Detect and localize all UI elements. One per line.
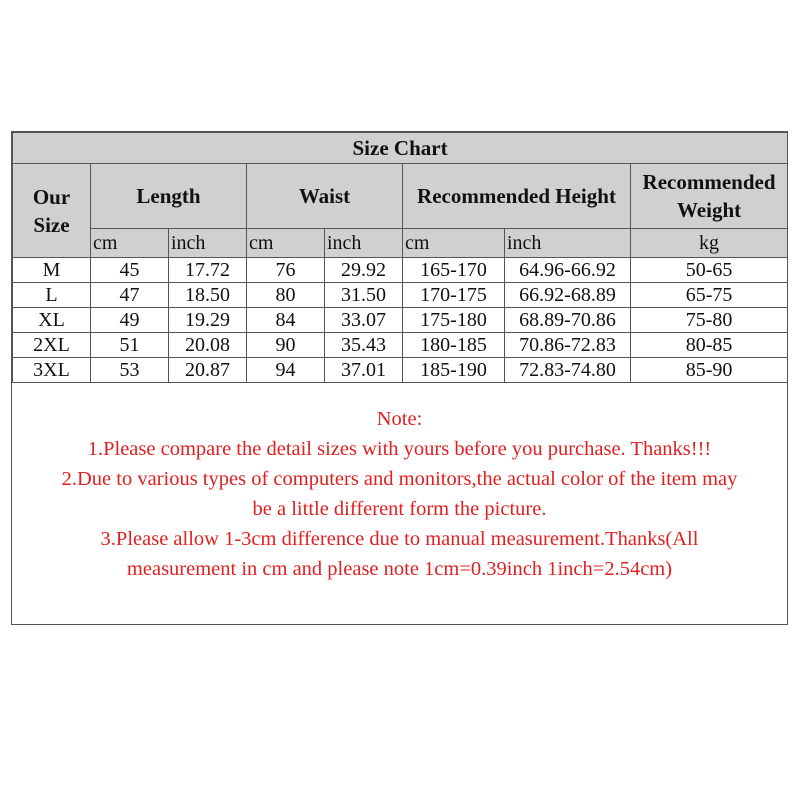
note-line-5: measurement in cm and please note 1cm=0.39inch 1inch=2.54cm) xyxy=(126,558,673,580)
cell-weight-kg: 50-65 xyxy=(631,258,788,283)
unit-waist-inch: inch xyxy=(325,229,403,258)
cell-length-cm: 45 xyxy=(91,258,169,283)
cell-length-cm: 47 xyxy=(91,283,169,308)
cell-weight-kg: 85-90 xyxy=(631,358,788,383)
unit-weight-kg: kg xyxy=(631,229,788,258)
cell-size: M xyxy=(13,258,91,283)
size-chart xyxy=(11,131,788,625)
cell-size: 3XL xyxy=(13,358,91,383)
size-table xyxy=(12,132,788,383)
cell-waist-inch: 33.07 xyxy=(325,308,403,333)
cell-height-inch: 66.92-68.89 xyxy=(505,283,631,308)
cell-weight-kg: 75-80 xyxy=(631,308,788,333)
unit-length-inch: inch xyxy=(169,229,247,258)
cell-waist-inch: 31.50 xyxy=(325,283,403,308)
cell-length-cm: 49 xyxy=(91,308,169,333)
header-our-size-line2: Size xyxy=(33,212,70,237)
cell-height-cm: 175-180 xyxy=(403,308,505,333)
table-row xyxy=(13,283,788,308)
unit-waist-cm: cm xyxy=(247,229,325,258)
header-our-size-line1: Our xyxy=(32,184,71,209)
header-waist: Waist xyxy=(247,164,403,229)
table-row xyxy=(13,333,788,358)
cell-height-cm: 165-170 xyxy=(403,258,505,283)
cell-length-inch: 20.08 xyxy=(169,333,247,358)
cell-size: 2XL xyxy=(13,333,91,358)
cell-height-inch: 64.96-66.92 xyxy=(505,258,631,283)
header-weight-line1: Recommended xyxy=(642,170,776,194)
table-row xyxy=(13,258,788,283)
cell-waist-cm: 94 xyxy=(247,358,325,383)
cell-waist-cm: 76 xyxy=(247,258,325,283)
note-section xyxy=(12,404,787,584)
cell-height-inch: 68.89-70.86 xyxy=(505,308,631,333)
cell-waist-cm: 90 xyxy=(247,333,325,358)
note-line-3: be a little different form the picture. xyxy=(252,498,547,520)
note-line-2: 2.Due to various types of computers and monitors,the actual color of the item may xyxy=(61,468,738,490)
note-line-4: 3.Please allow 1-3cm difference due to manual measurement.Thanks(All xyxy=(100,528,699,550)
cell-height-cm: 170-175 xyxy=(403,283,505,308)
cell-length-inch: 20.87 xyxy=(169,358,247,383)
note-heading: Note: xyxy=(376,408,423,430)
header-length: Length xyxy=(91,164,247,229)
header-recommended-height: Recommended Height xyxy=(403,164,631,229)
unit-height-cm: cm xyxy=(403,229,505,258)
unit-height-inch: inch xyxy=(505,229,631,258)
header-weight-line2: Weight xyxy=(676,198,742,222)
cell-waist-cm: 80 xyxy=(247,283,325,308)
table-row xyxy=(13,308,788,333)
note-line-1: 1.Please compare the detail sizes with yours before you purchase. Thanks!!! xyxy=(87,438,712,460)
cell-waist-inch: 35.43 xyxy=(325,333,403,358)
cell-length-cm: 51 xyxy=(91,333,169,358)
unit-length-cm: cm xyxy=(91,229,169,258)
cell-waist-inch: 37.01 xyxy=(325,358,403,383)
cell-weight-kg: 65-75 xyxy=(631,283,788,308)
cell-height-cm: 180-185 xyxy=(403,333,505,358)
cell-height-inch: 72.83-74.80 xyxy=(505,358,631,383)
cell-waist-inch: 29.92 xyxy=(325,258,403,283)
cell-length-cm: 53 xyxy=(91,358,169,383)
cell-length-inch: 19.29 xyxy=(169,308,247,333)
cell-length-inch: 17.72 xyxy=(169,258,247,283)
header-recommended-weight xyxy=(631,164,788,229)
header-our-size xyxy=(13,164,91,258)
cell-size: L xyxy=(13,283,91,308)
cell-waist-cm: 84 xyxy=(247,308,325,333)
cell-length-inch: 18.50 xyxy=(169,283,247,308)
cell-weight-kg: 80-85 xyxy=(631,333,788,358)
cell-height-inch: 70.86-72.83 xyxy=(505,333,631,358)
cell-size: XL xyxy=(13,308,91,333)
chart-title: Size Chart xyxy=(13,133,788,164)
table-row xyxy=(13,358,788,383)
cell-height-cm: 185-190 xyxy=(403,358,505,383)
